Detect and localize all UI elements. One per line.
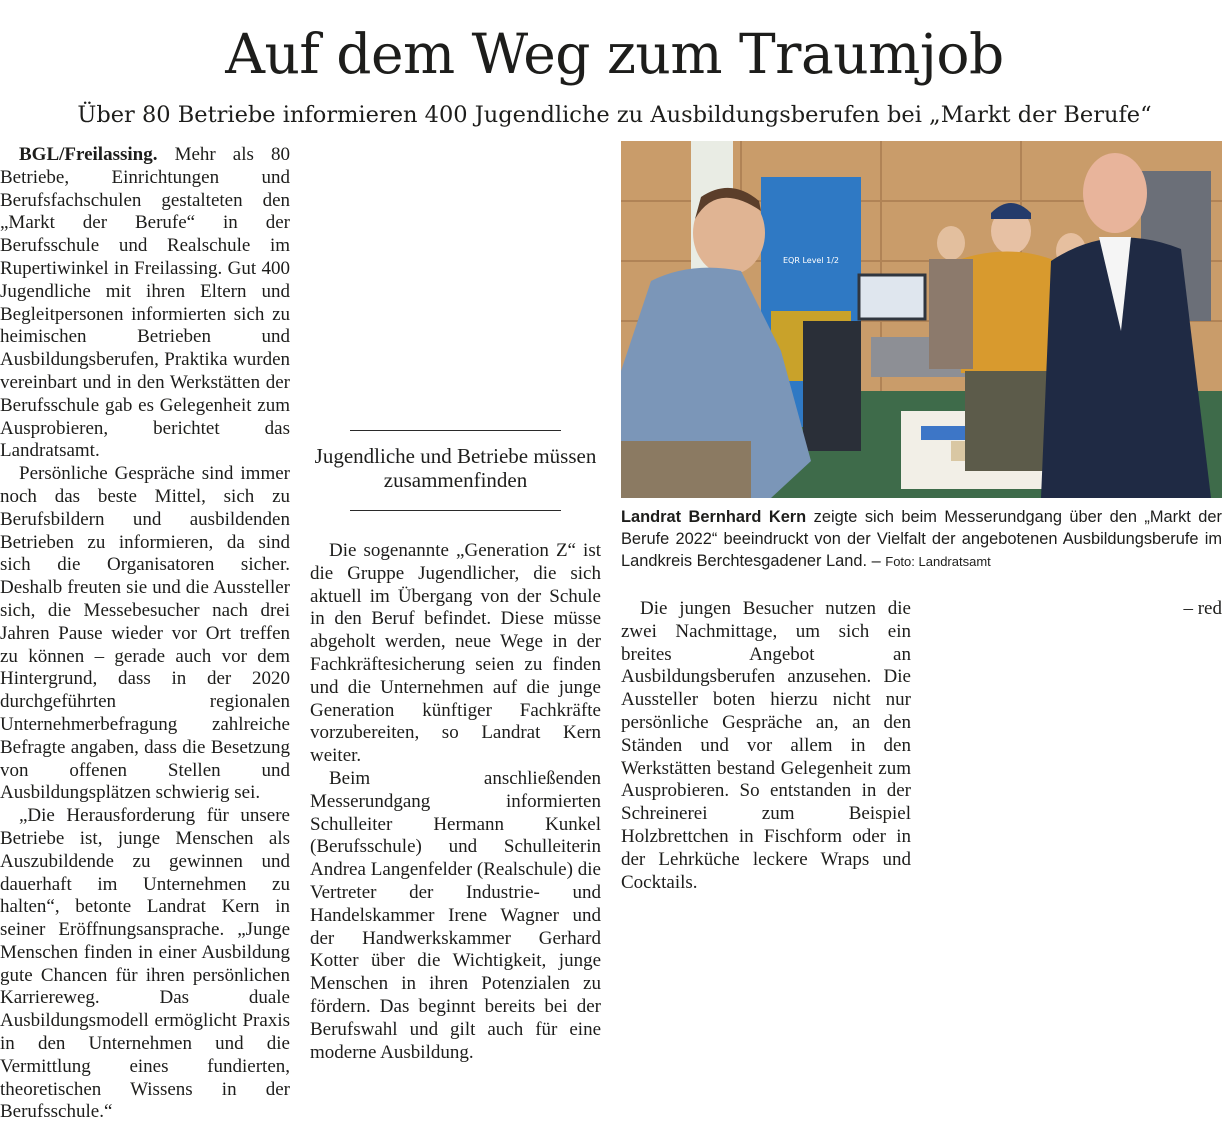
- paragraph-4: Die sogenannte „Generation Z“ ist die Gruppe Jugendlicher, die sich aktuell im Übergang von der Schule in den Beruf befindet. Diese müsse abgeholt werden, neue Wege in der Fachkräftesicherung seien zu finden und die Unternehmen auf die junge Generation künftiger Fachkräfte vorzubereiten, so Landrat Kern weiter.: [310, 540, 601, 767]
- article-column-2-top: [310, 144, 601, 424]
- photo-credit: Foto: Landratsamt: [885, 554, 991, 569]
- subhead-rule-top: [350, 430, 561, 431]
- paragraph-2: Persönliche Gespräche sind immer noch das beste Mittel, sich zu Berufsbildern und ausbildenden Betrieben zu informieren, da sind sich die Organisatoren sicher. Deshalb freuten sie und die Aussteller sich, die Messebesucher nach drei Jahren Pause wieder vor Ort treffen zu können – gerade auch vor dem Hintergrund, dass in der 2020 durchgeführten regionalen Unternehmerbefragung zahlreiche Befragte angaben, dass die Besetzung von offenen Stellen und Ausbildungsplätzen schwierig sei.: [0, 463, 290, 804]
- laptop: [803, 321, 861, 451]
- article-column-4: [932, 598, 1222, 853]
- headline: Auf dem Weg zum Traumjob: [225, 22, 1004, 86]
- photo-caption: [621, 506, 1222, 573]
- article-column-3: [621, 598, 911, 893]
- subheadline: Über 80 Betriebe informieren 400 Jugendliche zu Ausbildungsberufen bei „Markt der Berufe“: [77, 102, 1152, 128]
- paragraph-6: Die jungen Besucher nutzen die zwei Nachmittage, um sich ein breites Angebot an Ausbildungsberufen anzusehen. Die Aussteller boten hierzu nicht nur persönliche Gespräche an, an den Ständen und vor allem in den Werkstätten bestand Gelegenheit zum Ausprobieren. So entstanden in der Schreinerei zum Beispiel Holzbrettchen in Fischform oder in der Lehrküche leckere Wraps und Cocktails.: [621, 598, 911, 893]
- intro-text: Mehr als 80 Betriebe, Einrichtungen und Berufsfachschulen gestalteten den „Markt der Berufe“ in der Berufsschule und Realschule im Rupertiwinkel in Freilassing. Gut 400 Jugendliche mit ihren Eltern und Begleitpersonen informierten sich zu heimischen Betrieben und Ausbildungsberufen, Praktika wurden vereinbart und in den Werkstätten der Berufsschule gab es Gelegenheit zum Ausprobieren, berichtet das Landratsamt.: [0, 144, 290, 462]
- subhead-block: [310, 430, 601, 512]
- caption-name: Landrat Bernhard Kern: [621, 508, 807, 526]
- subhead: Jugendliche und Betriebe müssen zusammenfinden: [314, 444, 597, 492]
- dateline: BGL/Freilassing.: [19, 144, 158, 165]
- landrat-head: [1083, 153, 1147, 233]
- subhead-rule-bottom: [350, 510, 561, 511]
- paragraph-5: Beim anschließenden Messerundgang informierten Schulleiter Hermann Kunkel (Berufsschule) und Schulleiterin Andrea Langenfelder (Realschule) die Vertreter der Industrie- und Handelskammer Irene Wagner und der Handwerkskammer Gerhard Kotter über die Wichtigkeit, junge Menschen in ihren Potenzialen zu fördern. Das beginnt bereits bei der Berufswahl und gilt auch für eine moderne Ausbildung.: [310, 767, 601, 1063]
- man-left-trousers: [621, 441, 751, 498]
- caption-text: zeigte sich beim Messerundgang über den „Markt der Berufe 2022“ beeindruckt von der Vielfalt der angebotenen Ausbildungsberufe im Landkreis Berchtesgadener Land. –: [621, 508, 1222, 570]
- intro-paragraph: [0, 144, 290, 463]
- paragraph-3: „Die Herausforderung für unsere Betriebe ist, junge Menschen als Auszubildende zu gewinnen und dauerhaft im Unternehmen zu halten“, betonte Landrat Kern in seiner Eröffnungsansprache. „Junge Menschen finden in einer Ausbildung gute Chancen für ihren persönlichen Karriereweg. Das duale Ausbildungsmodell ermöglicht Praxis in den Unternehmen und die Vermittlung eines fundierten, theoretischen Wissens in der Berufsschule.“: [0, 805, 290, 1123]
- article-column-1: [0, 144, 290, 1123]
- article-photo: [621, 141, 1222, 498]
- monitor: [859, 275, 925, 319]
- article-column-2: [310, 540, 601, 1063]
- photo-illustration: [621, 141, 1222, 498]
- author-sign: – red: [1183, 598, 1222, 619]
- banner-label: EQR Level 1/2: [783, 256, 839, 265]
